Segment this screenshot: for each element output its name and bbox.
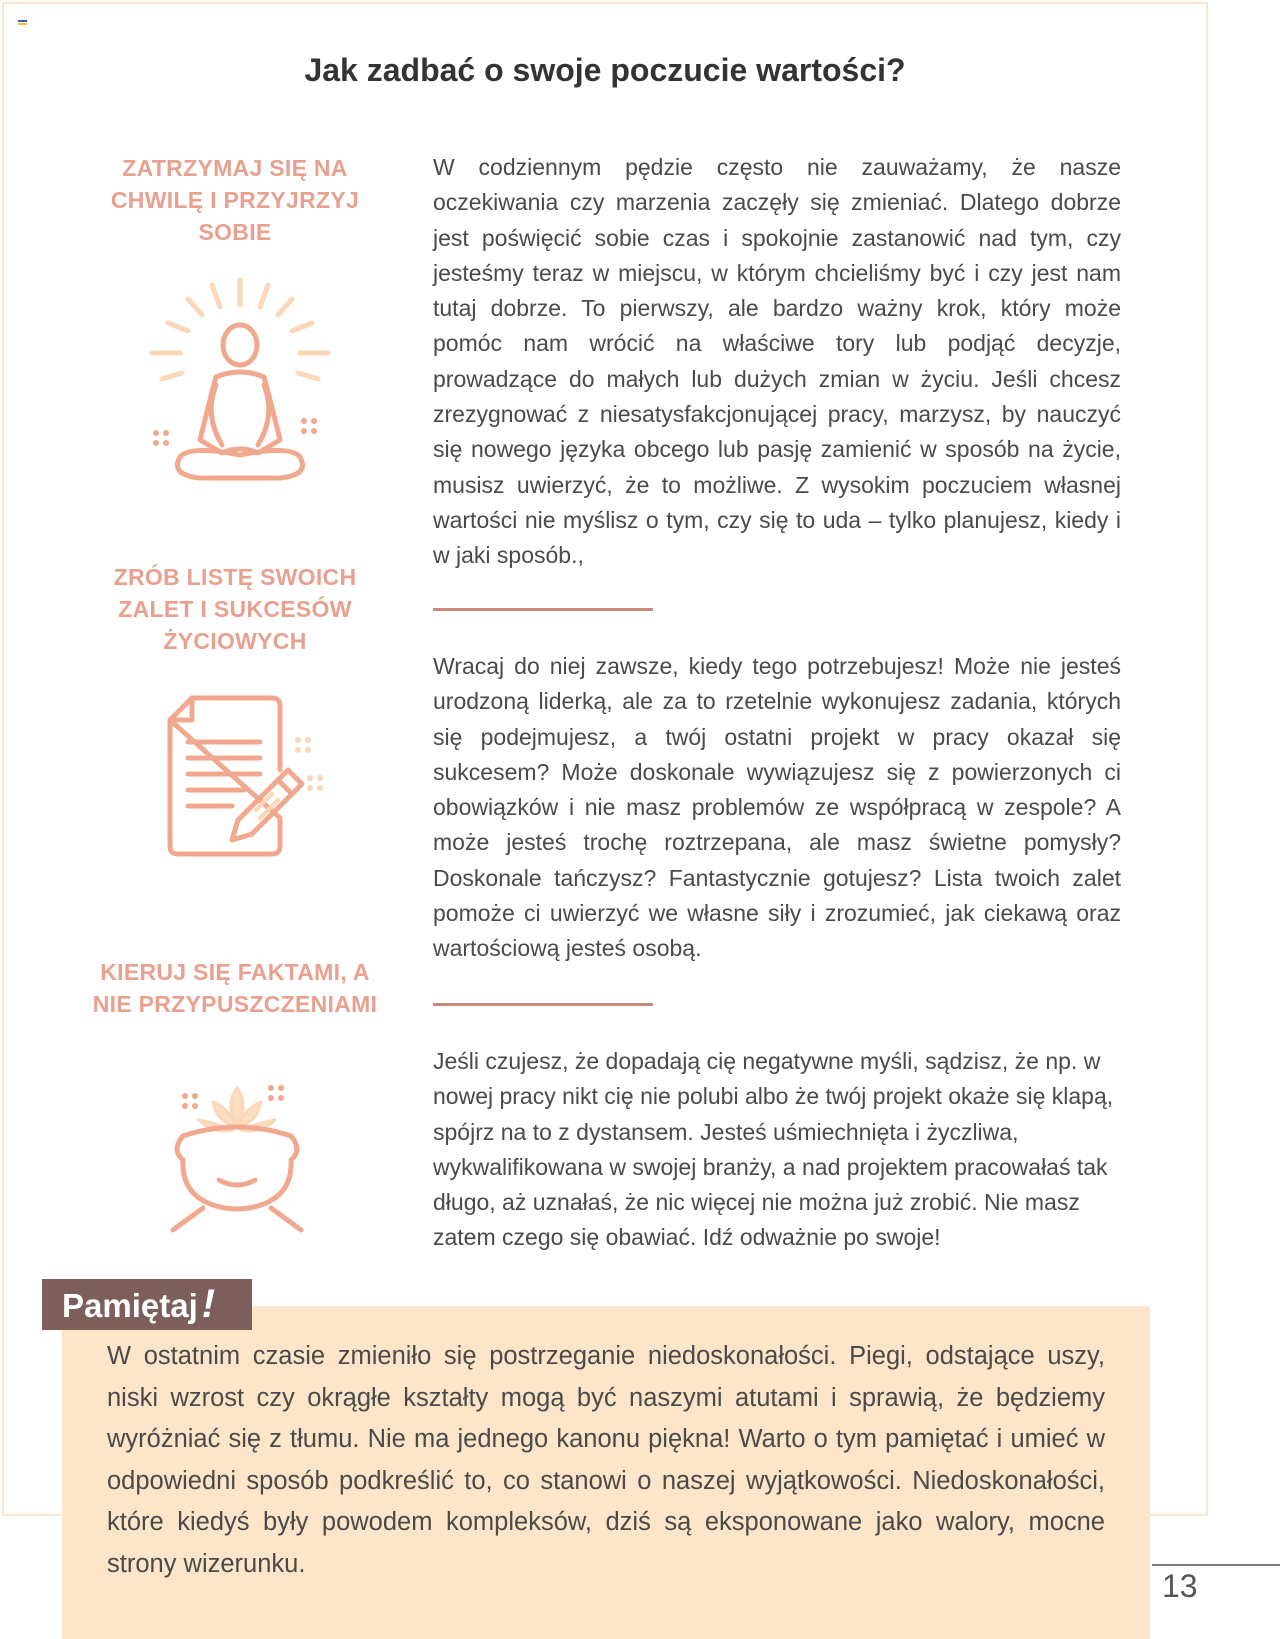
section-heading-list: ZRÓB LISTĘ SWOICH ZALET I SUKCESÓW ŻYCIOWYCH <box>113 564 357 654</box>
remember-label-text: Pamiętaj <box>62 1287 198 1324</box>
lotus-head-icon <box>165 1080 335 1235</box>
flag-icon <box>18 20 27 27</box>
section-divider <box>433 1003 653 1006</box>
section-text-list: Wracaj do niej zawsze, kiedy tego potrzebujesz! Może nie jesteś urodzoną liderką, ale za to rzetelnie wykonujesz zadania, których się podejmujesz, a twój ostatni projekt w pracy okazał się sukcesem? Może doskonale wywiązujesz się z powierzonych ci obowiązków i nie masz problemów ze współpracą w zespole? A może jesteś trochę roztrzepana, ale masz świetne pomysły? Doskonale tańczysz? Fantastycznie gotujesz? Lista twoich zalet pomoże ci uwierzyć we własne siły i zrozumieć, jak ciekawą oraz wartościową jesteś osobą. <box>433 653 1121 962</box>
remember-box <box>62 1306 1150 1639</box>
section-divider <box>433 608 653 611</box>
exclamation-icon: ! <box>201 1282 216 1326</box>
remember-label <box>42 1279 252 1330</box>
document-pencil-icon <box>160 690 340 860</box>
page-number-rule <box>1152 1564 1280 1566</box>
meditation-icon <box>140 275 340 485</box>
page-title: Jak zadbać o swoje poczucie wartości? <box>304 52 906 88</box>
section-text-reflect: W codziennym pędzie często nie zauważamy, że nasze oczekiwania czy marzenia zaczęły się zmieniać. Dlatego dobrze jest poświęcić sobie czas i spokojnie zastanowić nad tym, czy jesteśmy teraz w miejscu, w którym chcieliśmy być i czy jest nam tutaj dobrze. To pierwszy, ale bardzo ważny krok, który może pomóc nam wrócić na właściwe tory lub podjąć decyzje, prowadzące do małych lub dużych zmian w życiu. Jeśli chcesz zrezygnować z niesatysfakcjonującej pracy, marzysz, by nauczyć się nowego języka obcego lub pasję zamienić w sposób na życie, musisz uwierzyć, że to możliwe. Z wysokim poczuciem własnej wartości nie myślisz o tym, czy się to uda – tylko planujesz, kiedy i w jaki sposób., <box>433 154 1121 569</box>
page-number: 13 <box>1162 1568 1198 1604</box>
section-text-facts: Jeśli czujesz, że dopadają cię negatywne myśli, sądzisz, że np. w nowej pracy nikt cię nie polubi albo że twój projekt okaże się klapą, spójrz na to z dystansem. Jesteś uśmiechnięta i życzliwa, wykwalifikowana w swojej branży, a nad projektem pracowałaś tak długo, aż uznałaś, że nic więcej nie można już zrobić. Nie masz zatem czego się obawiać. Idź odważnie po swoje! <box>433 1048 1114 1251</box>
remember-text: W ostatnim czasie zmieniło się postrzeganie niedoskonałości. Piegi, odstające uszy, niski wzrost czy okrągłe kształty mogą być naszymi atutami i sprawią, że będziemy wyróżniać się z tłumu. Nie ma jednego kanonu piękna! Warto o tym pamiętać i umieć w odpowiedni sposób podkreślić to, co stanowi o naszej wyjątkowości. Niedoskonałości, które kiedyś były powodem kompleksów, dziś są eksponowane jako walory, mocne strony wizerunku. <box>107 1342 1105 1578</box>
section-heading-facts: KIERUJ SIĘ FAKTAMI, A NIE PRZYPUSZCZENIAMI <box>92 959 378 1017</box>
section-heading-reflect: ZATRZYMAJ SIĘ NA CHWILĘ I PRZYJRZYJ SOBIE <box>110 155 360 245</box>
